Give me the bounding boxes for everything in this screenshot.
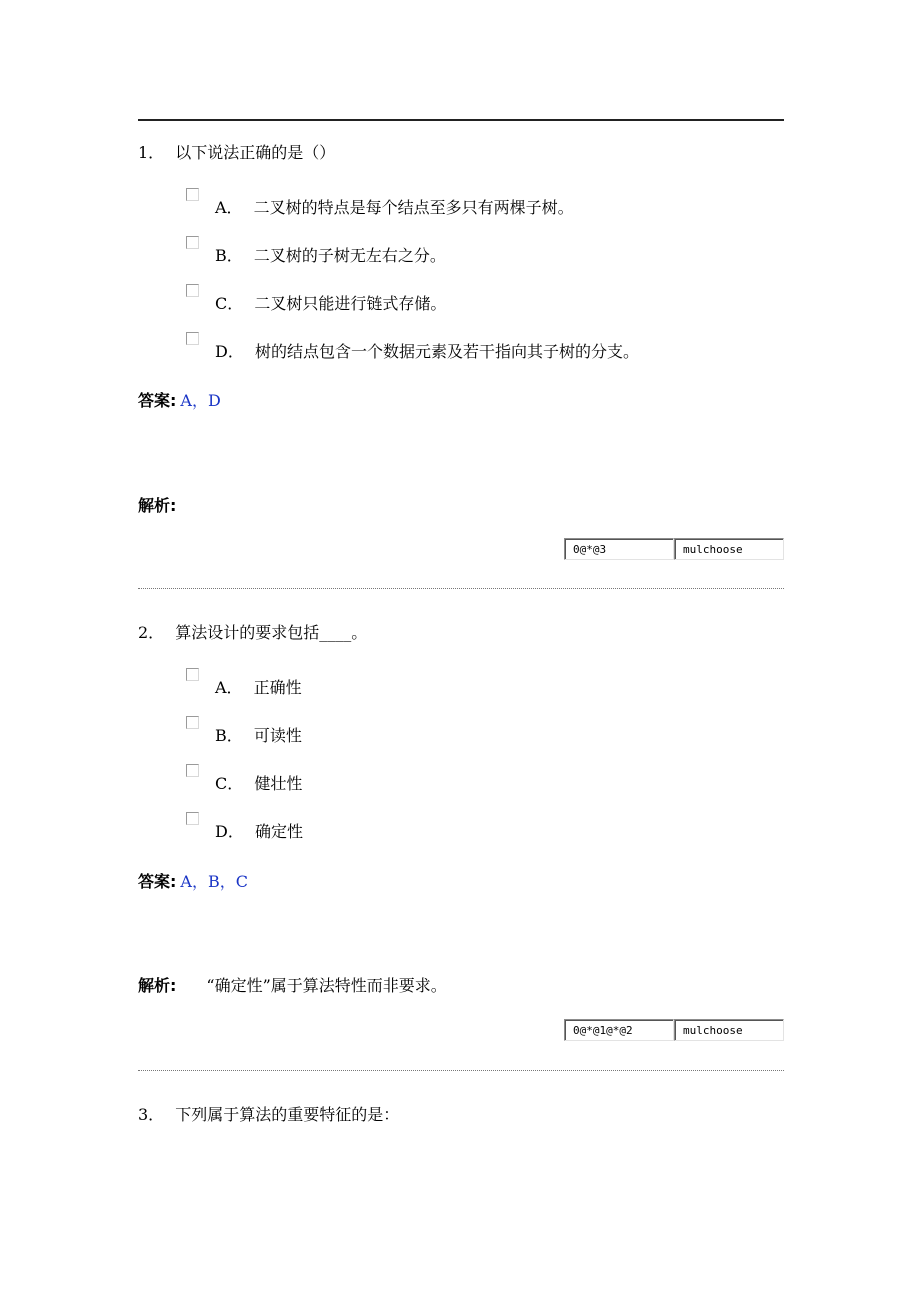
option-d-checkbox[interactable]	[186, 332, 199, 345]
question-text: 算法设计的要求包括____。	[175, 623, 368, 642]
question-divider	[138, 588, 784, 589]
question-divider	[138, 1070, 784, 1071]
option-label: D．	[215, 822, 244, 841]
option-text: 二叉树的特点是每个结点至多只有两棵子树。	[253, 198, 574, 217]
option-label: B．	[215, 246, 243, 265]
option-c-checkbox[interactable]	[186, 764, 199, 777]
analysis-label: 解析:	[138, 976, 177, 995]
option-label: A．	[215, 678, 243, 697]
answer-label: 答案:	[138, 872, 177, 891]
question-code-field[interactable]: 0@*@3	[564, 538, 674, 560]
option-b-checkbox[interactable]	[186, 236, 199, 249]
question-title	[138, 1102, 399, 1125]
question-number: 2．	[138, 623, 165, 642]
answer-line	[138, 869, 248, 892]
question-title	[138, 140, 335, 163]
answer-value: A，B，C	[180, 872, 248, 891]
option-text: 二叉树的子树无左右之分。	[253, 246, 446, 265]
option-d-checkbox[interactable]	[186, 812, 199, 825]
option-label: C．	[215, 774, 244, 793]
top-divider	[138, 119, 784, 121]
answer-line	[138, 388, 221, 411]
question-type-field[interactable]: mulchoose	[674, 1019, 784, 1041]
answer-value: A，D	[180, 391, 221, 410]
question-text: 以下说法正确的是（）	[175, 143, 336, 162]
question-type-field[interactable]: mulchoose	[674, 538, 784, 560]
option-c-checkbox[interactable]	[186, 284, 199, 297]
option-text: 树的结点包含一个数据元素及若干指向其子树的分支。	[254, 342, 639, 361]
option-text: 二叉树只能进行链式存储。	[254, 294, 447, 313]
option-label: D．	[215, 342, 244, 361]
question-number: 3．	[138, 1105, 165, 1124]
option-label: A．	[215, 198, 243, 217]
option-a-checkbox[interactable]	[186, 668, 199, 681]
question-text: 下列属于算法的重要特征的是：	[175, 1105, 400, 1124]
question-code-field[interactable]: 0@*@1@*@2	[564, 1019, 674, 1041]
option-a-checkbox[interactable]	[186, 188, 199, 201]
analysis-line	[138, 493, 206, 516]
option-text: 确定性	[254, 822, 303, 841]
analysis-label: 解析:	[138, 496, 177, 515]
answer-label: 答案:	[138, 391, 177, 410]
question-number: 1．	[138, 143, 165, 162]
analysis-text: “确定性”属于算法特性而非要求。	[206, 976, 447, 995]
analysis-line	[138, 973, 447, 996]
option-text: 健壮性	[254, 774, 303, 793]
option-label: C．	[215, 294, 244, 313]
option-b-checkbox[interactable]	[186, 716, 199, 729]
question-title	[138, 620, 367, 643]
option-label: B．	[215, 726, 243, 745]
option-text: 可读性	[253, 726, 302, 745]
option-text: 正确性	[253, 678, 302, 697]
